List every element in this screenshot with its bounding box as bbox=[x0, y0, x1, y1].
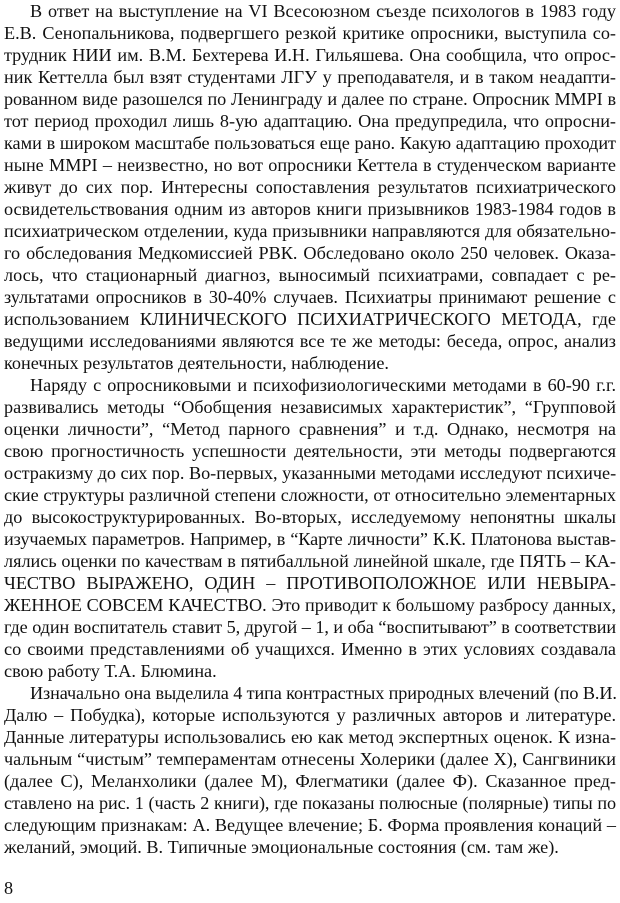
text-line: оценки личности”, “Метод парного сравнения” и т.д. Однако, несмотря на bbox=[4, 419, 616, 439]
text-line: до высокоструктурированных. Во-вторых, исследуемому непонятны шкалы bbox=[4, 507, 616, 527]
text-line: остракизму до сих пор. Во-первых, указанными методами исследуют психиче- bbox=[4, 463, 617, 483]
text-line: Далю – Побудка), которые используются у различных авторов и литературе. bbox=[4, 705, 616, 725]
text-line: ские структуры различной степени сложности, от относительно элементарных bbox=[4, 485, 616, 505]
text-line: желаний, эмоций. В. Типичные эмоциональные состояния (см. там же). bbox=[4, 837, 559, 857]
text-line: изучаемых параметров. Например, в “Карте личности” К.К. Платонова выстав- bbox=[4, 529, 616, 549]
text-line: ЧЕСТВО ВЫРАЖЕНО, ОДИН – ПРОТИВОПОЛОЖНОЕ ИЛИ НЕВЫРА- bbox=[4, 573, 616, 593]
text-line: живут до сих пор. Интересны сопоставления результатов психиатрического bbox=[4, 177, 616, 197]
text-line: трудник НИИ им. В.М. Бехтерева И.Н. Гильяшева. Она сообщила, что опрос- bbox=[4, 45, 616, 65]
text-line: Наряду с опросниковыми и психофизиологическими методами в 60-90 г.г. bbox=[30, 375, 616, 395]
text-line: со своими представлениями об учащихся. Именно в этих условиях создавала bbox=[4, 639, 616, 659]
text-line: ставлено на рис. 1 (часть 2 книги), где показаны полюсные (полярные) типы по bbox=[4, 793, 616, 813]
document-page bbox=[4, 0, 616, 903]
text-line: ник Кеттелла был взят студентами ЛГУ у преподавателя, и в таком неадапти- bbox=[4, 67, 616, 87]
text-line: ныне MMPI – неизвестно, но вот опросники Кеттела в студенческом варианте bbox=[4, 155, 616, 175]
text-line: Е.В. Сенопальникова, подвергшего резкой критике опросники, выступила со- bbox=[4, 23, 616, 43]
page-number: 8 bbox=[4, 878, 14, 898]
text-line: Изначально она выделила 4 типа контрастных природных влечений (по В.И. bbox=[30, 683, 617, 703]
text-line: развивались методы “Обобщения независимых характеристик”, “Групповой bbox=[4, 397, 616, 417]
text-line: ведущими исследованиями являются все те же методы: беседа, опрос, анализ bbox=[4, 331, 616, 351]
text-line: тот период проходил лишь 8-ую адаптацию. Она предупредила, что опросни- bbox=[4, 111, 616, 131]
text-line: конечных результатов деятельности, наблюдение. bbox=[4, 353, 389, 373]
text-line: зультатами опросников в 30-40% случаев. Психиатры принимают решение с bbox=[4, 287, 616, 307]
text-line: (далее С), Меланхолики (далее М), Флегматики (далее Ф). Сказанное пред- bbox=[4, 771, 616, 791]
text-line: рованном виде разошелся по Ленинграду и далее по стране. Опросник MMPI в bbox=[4, 89, 616, 109]
text-line: использованием КЛИНИЧЕСКОГО ПСИХИАТРИЧЕСКОГО МЕТОДА, где bbox=[4, 309, 616, 329]
text-line: го обследования Медкомиссией РВК. Обследовано около 250 человек. Оказа- bbox=[4, 243, 616, 263]
text-line: ЖЕННОЕ СОВСЕМ КАЧЕСТВО. Это приводит к большому разбросу данных, bbox=[4, 595, 616, 615]
text-line: лялись оценки по качествам в пятибалльной линейной шкале, где ПЯТЬ – КА- bbox=[4, 551, 616, 571]
text-line: освидетельствования одним из авторов книги призывников 1983-1984 годов в bbox=[4, 199, 616, 219]
text-line: где один воспитатель ставит 5, другой – 1, и оба “воспитывают” в соответствии bbox=[4, 617, 616, 637]
text-line: лось, что стационарный диагноз, выносимый психиатрами, совпадает с ре- bbox=[4, 265, 616, 285]
text-line: Данные литературы использовались ею как метод экспертных оценок. К изна- bbox=[4, 727, 616, 747]
text-line: ками в широком масштабе пользоваться еще рано. Какую адаптацию проходит bbox=[4, 133, 616, 153]
text-line: психиатрическом отделении, куда призывники направляются для обязательно- bbox=[4, 221, 616, 241]
text-line: следующим признакам: А. Ведущее влечение; Б. Форма проявления конаций – bbox=[4, 815, 616, 835]
text-line: чальным “чистым” темпераментам отнесены Холерики (далее Х), Сангвиники bbox=[4, 749, 616, 769]
text-line: свою работу Т.А. Блюмина. bbox=[4, 661, 217, 681]
text-line: В ответ на выступление на VI Всесоюзном съезде психологов в 1983 году bbox=[30, 1, 616, 21]
text-line: свою прогностичность успешности деятельности, эти методы подвергаются bbox=[4, 441, 616, 461]
